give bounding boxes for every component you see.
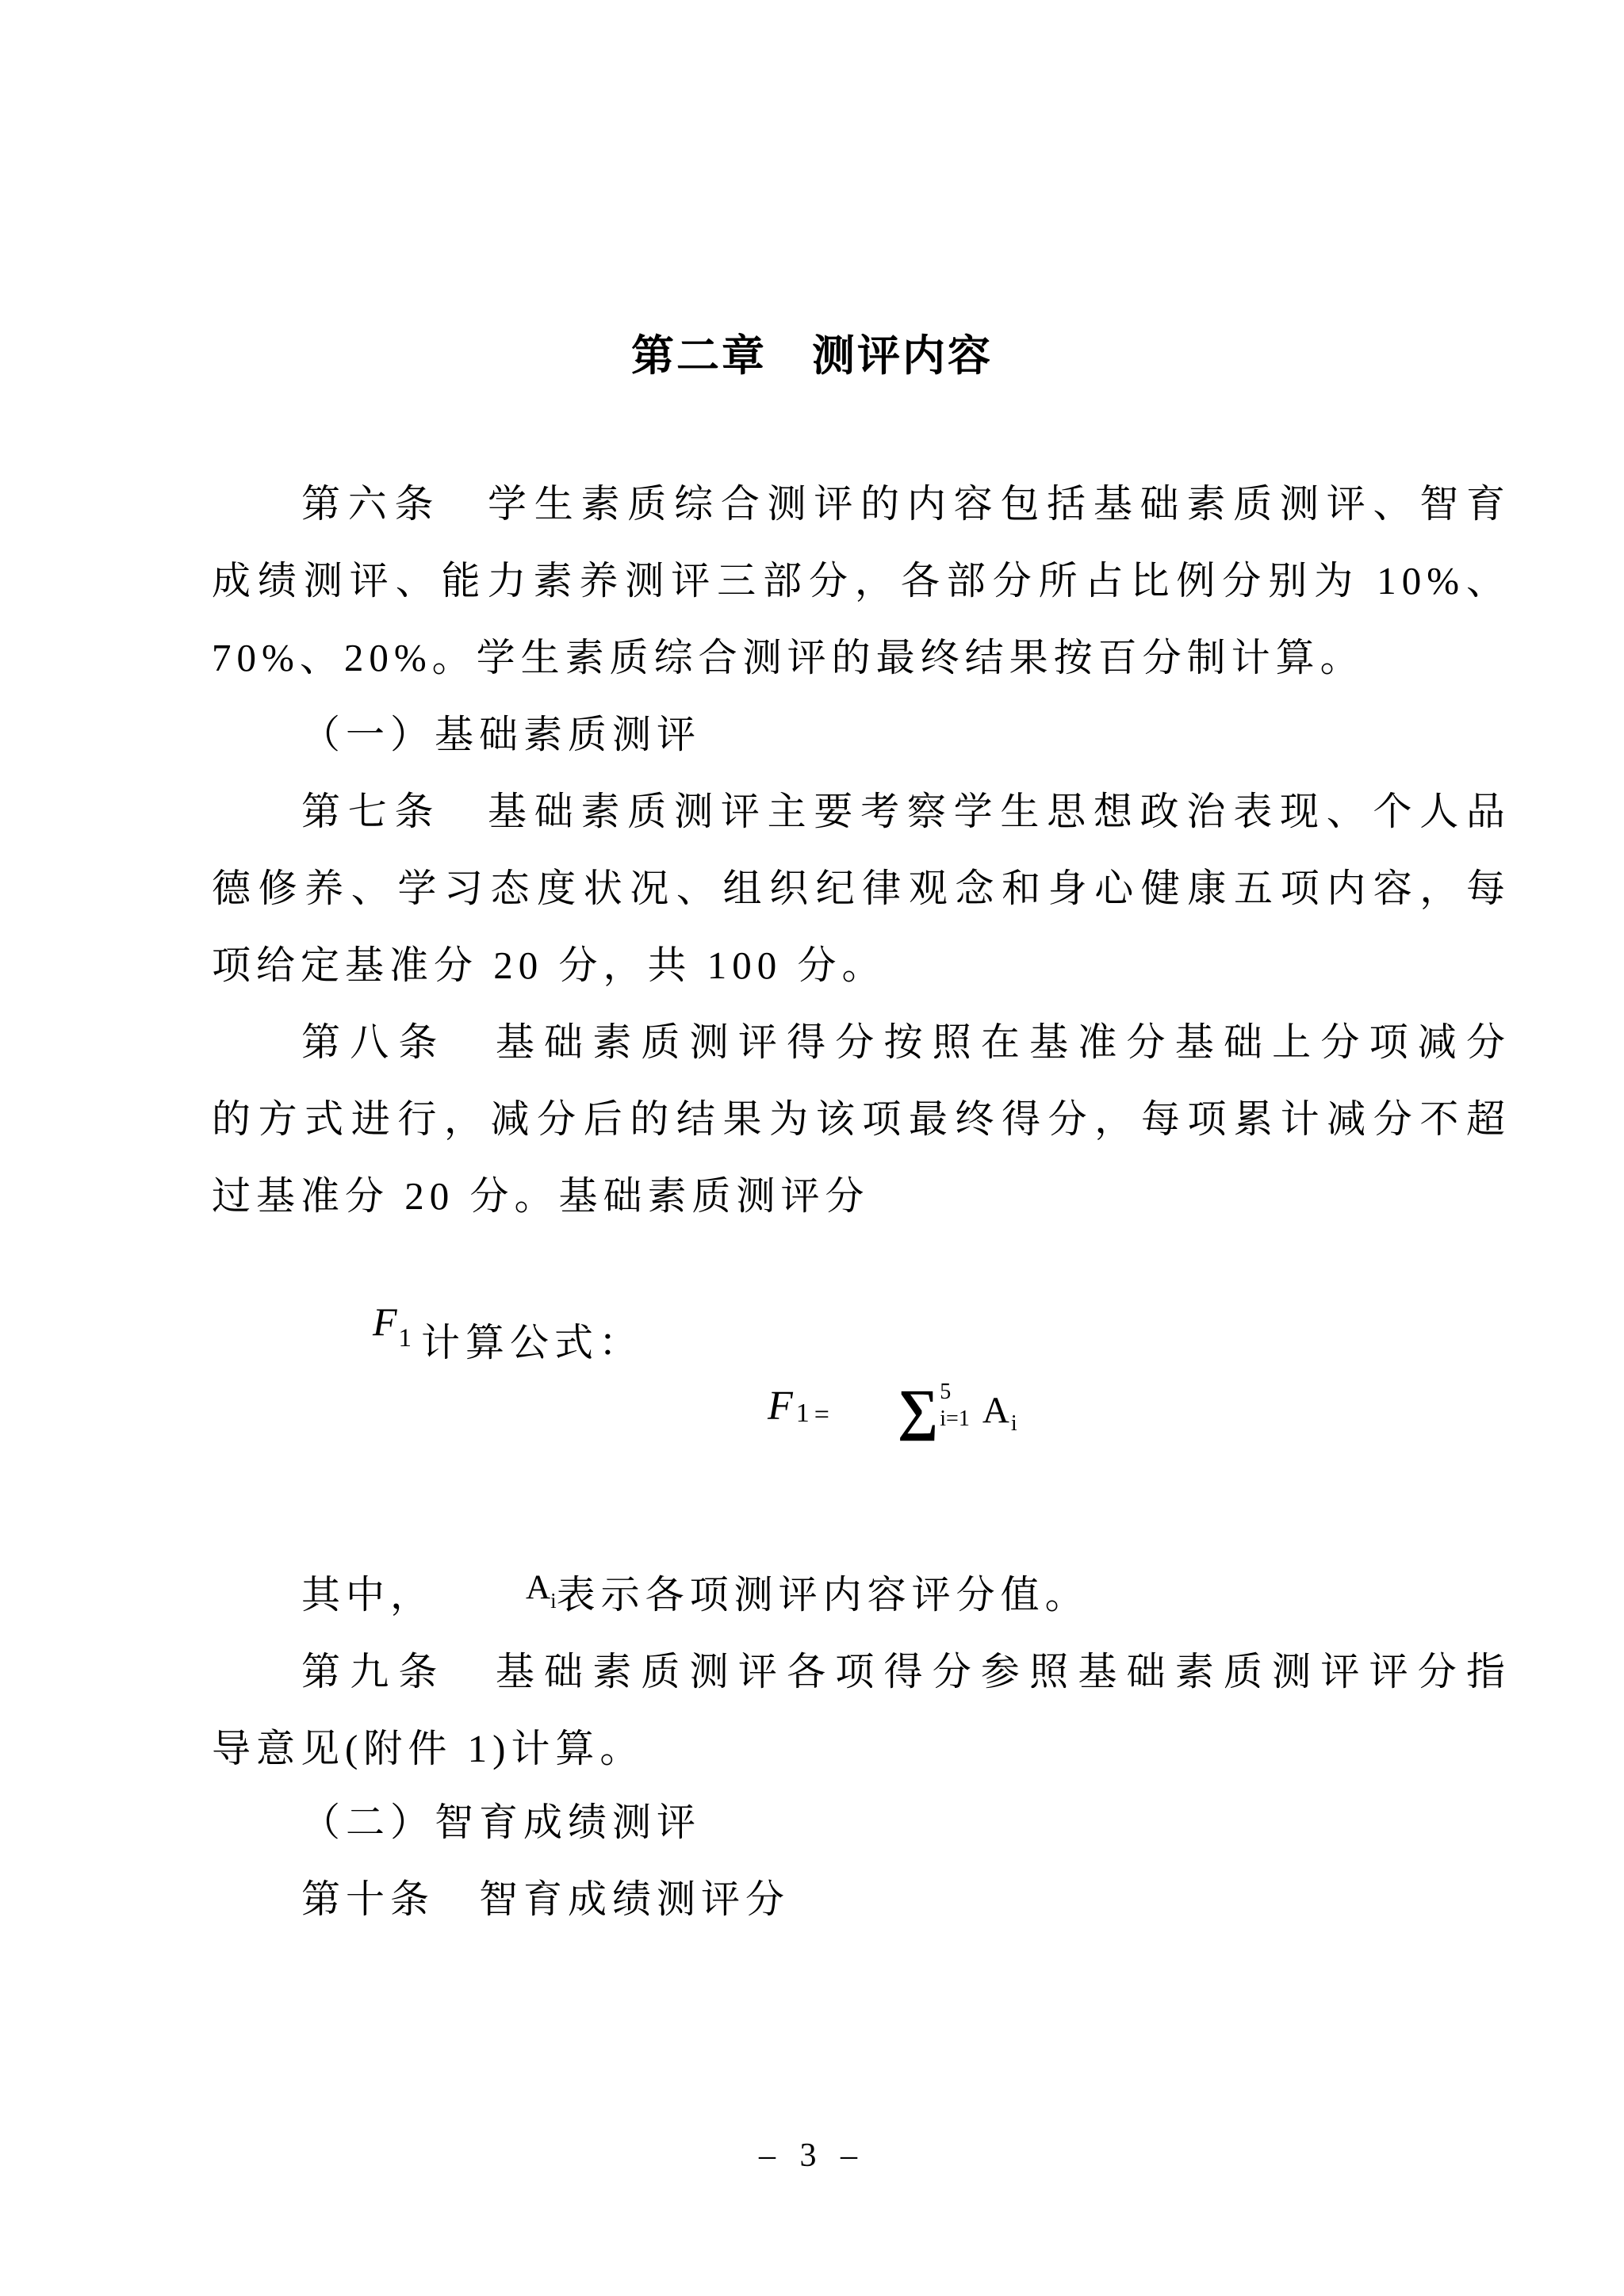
formula-equation <box>768 1378 1017 1441</box>
body-line-17: 第十条 智育成绩测评分 <box>301 1877 791 1921</box>
formula-intro-label: 计算公式： <box>421 1321 644 1364</box>
qizhong-text: 其中， <box>301 1573 435 1617</box>
body-line-7: 项给定基准分 20 分，共 100 分。 <box>212 943 887 987</box>
ai-variable: A <box>526 1569 551 1606</box>
body-line-16: （二）智育成绩测评 <box>301 1800 702 1844</box>
formula-term-subscript: i <box>1010 1411 1017 1436</box>
sigma-lower-limit: i=1 <box>940 1406 970 1431</box>
ai-term <box>526 1569 557 1617</box>
sigma-limits <box>940 1381 970 1430</box>
formula-intro <box>373 1299 644 1364</box>
body-line-13 <box>212 1569 1511 1617</box>
ai-description: 表示各项测评内容评分值。 <box>556 1573 1090 1617</box>
formula-lhs-subscript: 1 <box>795 1399 810 1428</box>
ai-subscript: i <box>550 1589 557 1613</box>
body-line-9: 的方式进行，减分后的结果为该项最终得分，每项累计减分不超 <box>212 1097 1511 1141</box>
formula-equals-sign: = <box>814 1400 829 1429</box>
body-line-15: 导意见(附件 1)计算。 <box>212 1727 645 1770</box>
page-number: – 3 – <box>759 2137 865 2174</box>
body-line-2: 成绩测评、能力素养测评三部分，各部分所占比例分别为 10%、 <box>212 559 1511 603</box>
sigma-upper-limit: 5 <box>940 1380 952 1404</box>
body-line-10: 过基准分 20 分。基础素质测评分 <box>212 1174 870 1218</box>
body-line-1: 第六条 学生素质综合测评的内容包括基础素质测评、智育 <box>301 482 1511 526</box>
body-line-3: 70%、20%。学生素质综合测评的最终结果按百分制计算。 <box>212 636 1365 679</box>
body-line-8: 第八条 基础素质测评得分按照在基准分基础上分项减分 <box>301 1020 1511 1064</box>
body-line-5: 第七条 基础素质测评主要考察学生思想政治表现、个人品 <box>301 790 1511 833</box>
body-line-14: 第九条 基础素质测评各项得分参照基础素质测评评分指 <box>301 1650 1511 1693</box>
sigma-symbol: ∑ <box>897 1378 939 1441</box>
formula-term <box>982 1390 1017 1436</box>
body-line-4: （一）基础素质测评 <box>301 713 702 756</box>
formula-lhs-variable: F <box>768 1383 793 1429</box>
chapter-title: 第二章 测评内容 <box>631 332 993 380</box>
body-line-6: 德修养、学习态度状况、组织纪律观念和身心健康五项内容，每 <box>212 867 1511 910</box>
formula-term-variable: A <box>982 1390 1009 1431</box>
formula-intro-subscript: 1 <box>398 1324 412 1353</box>
formula-intro-variable: F <box>373 1299 397 1344</box>
